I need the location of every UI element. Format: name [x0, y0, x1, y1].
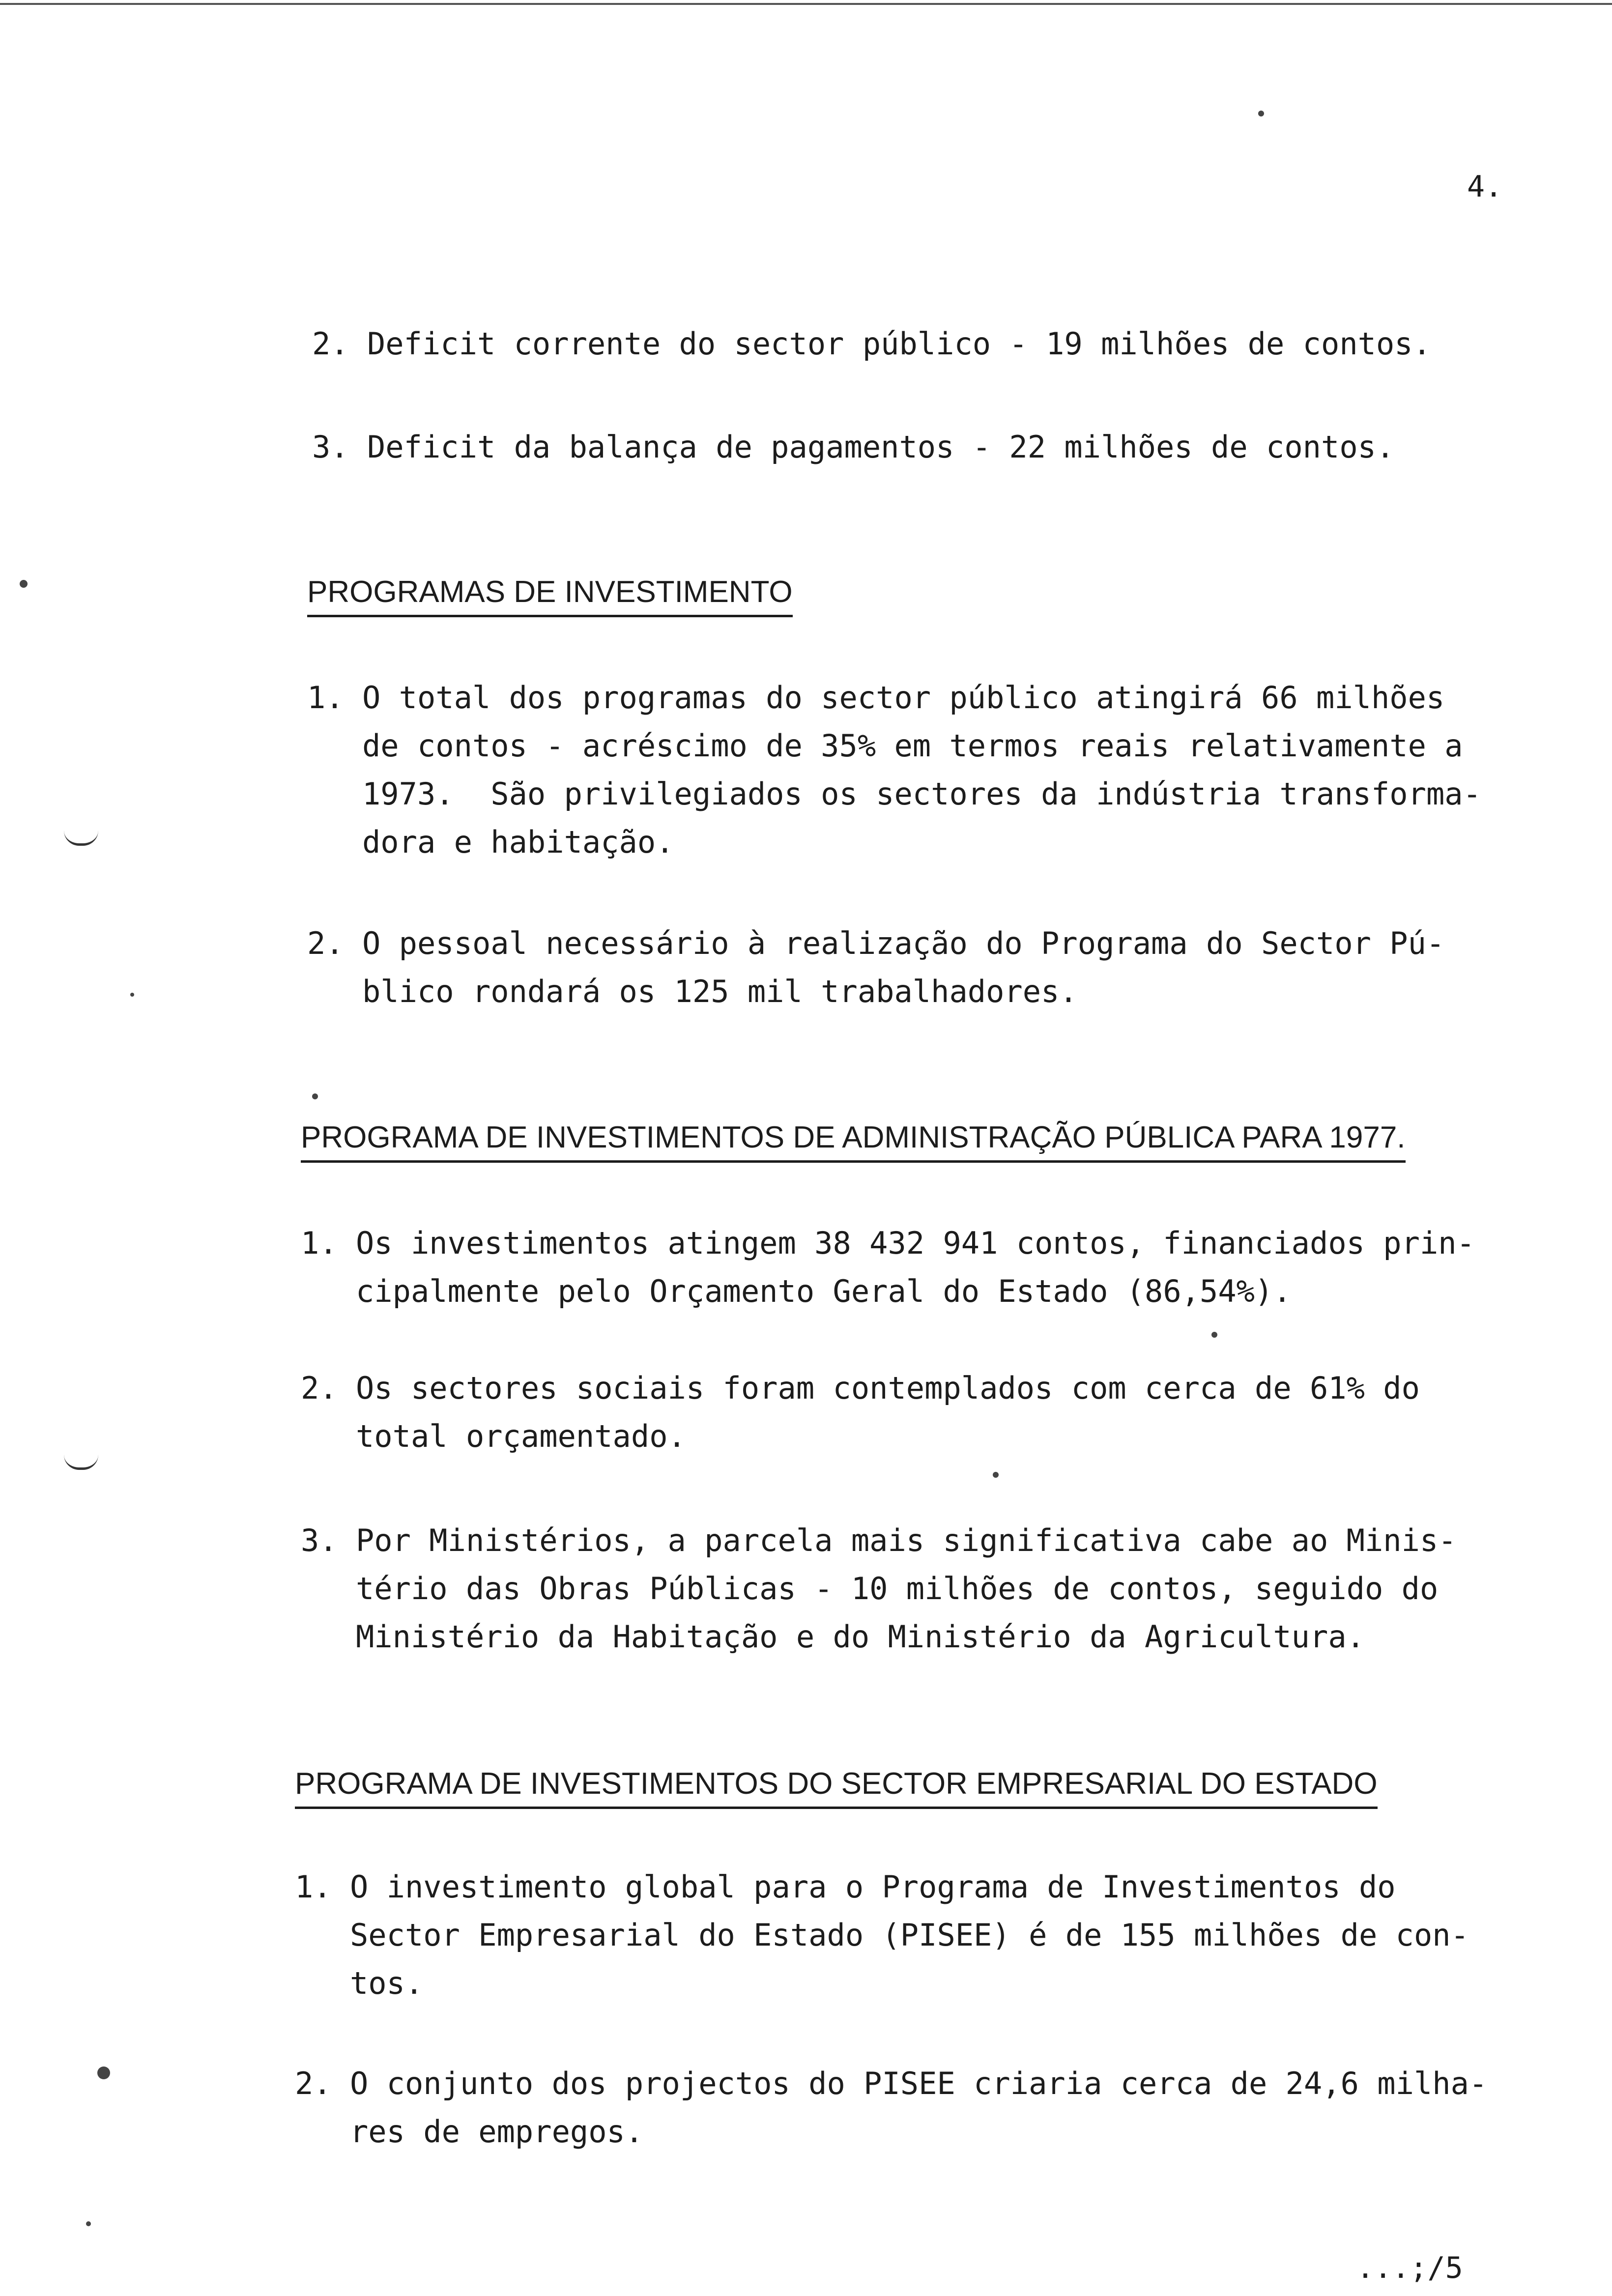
s3-item-1-line-2: Sector Empresarial do Estado (PISEE) é de 155 milhões de con-	[295, 1917, 1469, 1953]
s1-item-2-line-2: blico rondará os 125 mil trabalhadores.	[307, 974, 1078, 1009]
s1-item-1-line-1: 1. O total dos programas do sector público atingirá 66 milhões	[307, 680, 1445, 716]
s2-item-3-line-1: 3. Por Ministérios, a parcela mais significativa cabe ao Minis-	[301, 1522, 1457, 1558]
s1-item-1-line-2: de contos - acréscimo de 35% em termos reais relativamente a	[307, 728, 1463, 764]
scan-speck	[312, 1093, 318, 1099]
s1-item-1-line-4: dora e habitação.	[307, 824, 674, 860]
s2-item-2-line-2: total orçamentado.	[301, 1418, 686, 1454]
scan-speck	[86, 2221, 91, 2226]
scan-speck	[993, 1472, 999, 1478]
page-number: 4.	[1467, 170, 1503, 204]
continuation-mark: ...;/5	[1356, 2251, 1463, 2285]
s2-item-3-line-2: tério das Obras Públicas - 10 milhões de contos, seguido do	[301, 1571, 1439, 1607]
s2-item-2-line-1: 2. Os sectores sociais foram contemplados com cerca de 61% do	[301, 1370, 1420, 1406]
scan-speck	[130, 993, 134, 997]
s1-item-2-line-1: 2. O pessoal necessário à realização do Programa do Sector Pú-	[307, 925, 1445, 961]
section-heading-programas-investimento: PROGRAMAS DE INVESTIMENTO	[307, 573, 793, 617]
intro-item-3-line-1: 3. Deficit da balança de pagamentos - 22 milhões de contos.	[312, 429, 1395, 465]
section-heading-administracao-publica: PROGRAMA DE INVESTIMENTOS DE ADMINISTRAÇÃO PÚBLICA PARA 1977.	[301, 1118, 1406, 1163]
scan-speck	[20, 580, 28, 588]
s3-item-2-line-2: res de empregos.	[295, 2114, 644, 2150]
s2-item-1-line-2: cipalmente pelo Orçamento Geral do Estado (86,54%).	[301, 1273, 1292, 1309]
s1-item-1-line-3: 1973. São privilegiados os sectores da indústria transforma-	[307, 776, 1481, 812]
scan-speck	[97, 2066, 110, 2079]
s3-item-1-line-3: tos.	[295, 1965, 424, 2001]
s2-item-1-line-1: 1. Os investimentos atingem 38 432 941 contos, financiados prin-	[301, 1225, 1475, 1261]
scan-mark-curve	[64, 1455, 98, 1470]
section-heading-sector-empresarial: PROGRAMA DE INVESTIMENTOS DO SECTOR EMPRESARIAL DO ESTADO	[295, 1764, 1378, 1809]
scan-speck	[1258, 111, 1264, 116]
top-border-rule	[0, 3, 1612, 5]
s2-item-3-line-3: Ministério da Habitação e do Ministério da Agricultura.	[301, 1619, 1365, 1655]
scan-mark-curve	[64, 831, 98, 846]
s3-item-2-line-1: 2. O conjunto dos projectos do PISEE criaria cerca de 24,6 milha-	[295, 2066, 1488, 2101]
intro-item-2-line-1: 2. Deficit corrente do sector público - 19 milhões de contos.	[312, 326, 1431, 362]
scan-speck	[1211, 1332, 1217, 1338]
s3-item-1-line-1: 1. O investimento global para o Programa de Investimentos do	[295, 1869, 1396, 1905]
